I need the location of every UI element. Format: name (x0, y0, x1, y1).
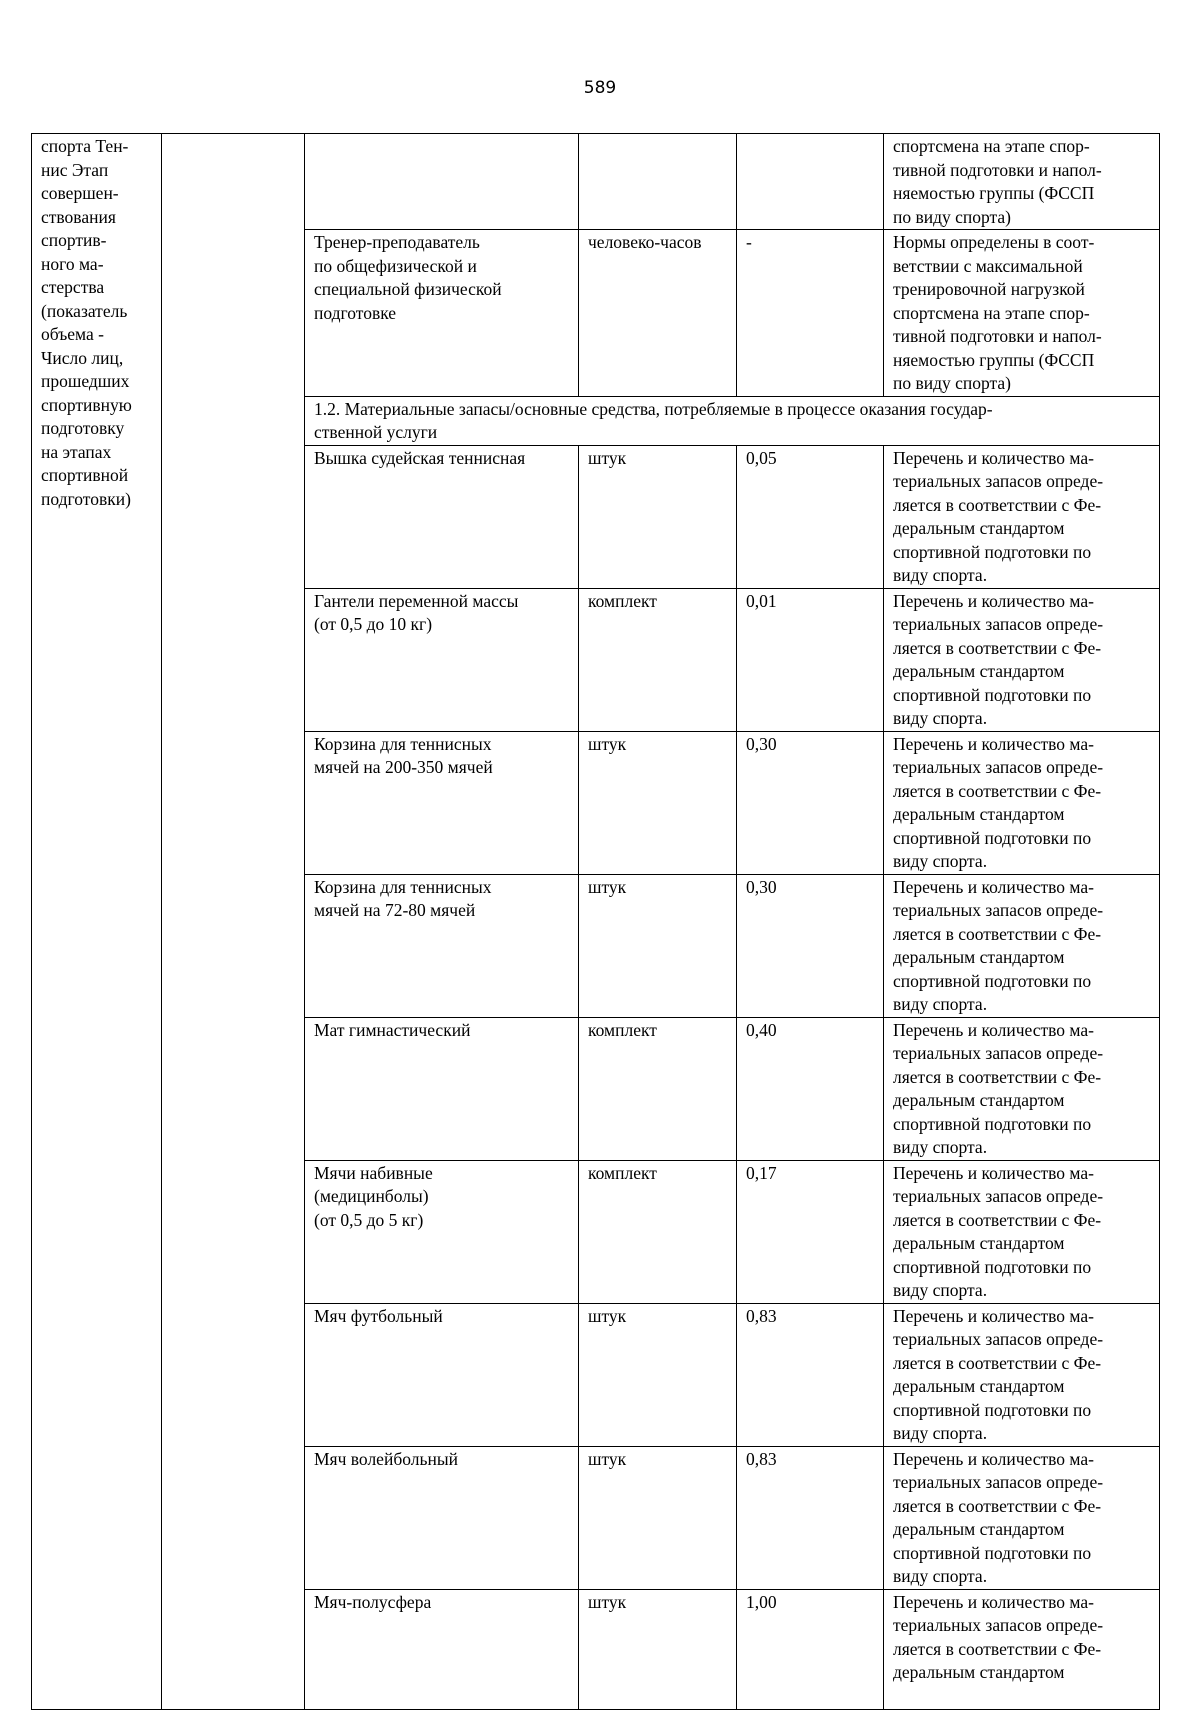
value-cell: 0,83 (737, 1446, 884, 1589)
unit-cell: штук (579, 731, 737, 874)
value-cell: 0,83 (737, 1303, 884, 1446)
unit-cell: комплект (579, 1017, 737, 1160)
item-name-cell: Вышка судейская теннисная (305, 445, 579, 588)
section-heading (305, 396, 1160, 445)
note-cell: Перечень и количество ма- териальных запасов опреде- ляется в соответствии с Фе- деральным стандартом спортивной подготовки по виду спорта. (884, 1160, 1160, 1303)
value-cell: 0,17 (737, 1160, 884, 1303)
item-name-cell: Мяч-полусфера (305, 1589, 579, 1709)
note-cell: Перечень и количество ма- териальных запасов опреде- ляется в соответствии с Фе- деральным стандартом спортивной подготовки по виду спорта. (884, 588, 1160, 731)
unit-cell: штук (579, 1589, 737, 1709)
item-name-cell: Гантели переменной массы (от 0,5 до 10 кг) (305, 588, 579, 731)
value-cell: 0,40 (737, 1017, 884, 1160)
note-cell: Перечень и количество ма- териальных запасов опреде- ляется в соответствии с Фе- деральным стандартом спортивной подготовки по виду спорта. (884, 1017, 1160, 1160)
value-cell (737, 134, 884, 230)
section-heading-text: 1.2. Материальные запасы/основные средства, потребляемые в процессе оказания государ- ственной услуги (314, 398, 993, 442)
item-name-cell: Корзина для теннисных мячей на 72-80 мячей (305, 874, 579, 1017)
note-cell: спортсмена на этапе спор- тивной подготовки и напол- няемостью группы (ФССП по виду спорта) (884, 134, 1160, 230)
value-cell: - (737, 230, 884, 397)
value-cell: 1,00 (737, 1589, 884, 1709)
service-description-cell: спорта Тен- нис Этап совершен- ствования спортив- ного ма- стерства (показатель объема - Число лиц, прошедших спортивную подготовку на этапах спортивной подготовки) (32, 134, 162, 1710)
norms-table (31, 133, 1160, 1710)
note-cell: Перечень и количество ма- териальных запасов опреде- ляется в соответствии с Фе- деральным стандартом спортивной подготовки по виду спорта. (884, 1446, 1160, 1589)
page-number: 589 (583, 78, 617, 98)
note-cell: Перечень и количество ма- териальных запасов опреде- ляется в соответствии с Фе- деральным стандартом спортивной подготовки по виду спорта. (884, 1303, 1160, 1446)
note-cell: Перечень и количество ма- териальных запасов опреде- ляется в соответствии с Фе- деральным стандартом спортивной подготовки по виду спорта. (884, 874, 1160, 1017)
unit-cell: штук (579, 1446, 737, 1589)
note-cell: Нормы определены в соот- ветствии с максимальной тренировочной нагрузкой спортсмена на этапе спор- тивной подготовки и напол- няемостью группы (ФССП по виду спорта) (884, 230, 1160, 397)
unit-cell: штук (579, 445, 737, 588)
unit-cell: человеко-часов (579, 230, 737, 397)
item-name-cell (305, 134, 579, 230)
value-cell: 0,30 (737, 874, 884, 1017)
value-cell: 0,30 (737, 731, 884, 874)
item-name-cell: Тренер-преподаватель по общефизической и специальной физической подготовке (305, 230, 579, 397)
unit-cell (579, 134, 737, 230)
item-name-cell: Мяч футбольный (305, 1303, 579, 1446)
note-cell: Перечень и количество ма- териальных запасов опреде- ляется в соответствии с Фе- деральным стандартом (884, 1589, 1160, 1709)
item-name-cell: Мяч волейбольный (305, 1446, 579, 1589)
empty-cell (162, 134, 305, 1710)
unit-cell: комплект (579, 1160, 737, 1303)
item-name-cell: Мат гимнастический (305, 1017, 579, 1160)
table-row (32, 134, 1160, 230)
unit-cell: комплект (579, 588, 737, 731)
item-name-cell: Корзина для теннисных мячей на 200-350 мячей (305, 731, 579, 874)
unit-cell: штук (579, 874, 737, 1017)
value-cell: 0,01 (737, 588, 884, 731)
note-cell: Перечень и количество ма- териальных запасов опреде- ляется в соответствии с Фе- деральным стандартом спортивной подготовки по виду спорта. (884, 731, 1160, 874)
note-cell: Перечень и количество ма- териальных запасов опреде- ляется в соответствии с Фе- деральным стандартом спортивной подготовки по виду спорта. (884, 445, 1160, 588)
unit-cell: штук (579, 1303, 737, 1446)
item-name-cell: Мячи набивные (медицинболы) (от 0,5 до 5 кг) (305, 1160, 579, 1303)
value-cell: 0,05 (737, 445, 884, 588)
